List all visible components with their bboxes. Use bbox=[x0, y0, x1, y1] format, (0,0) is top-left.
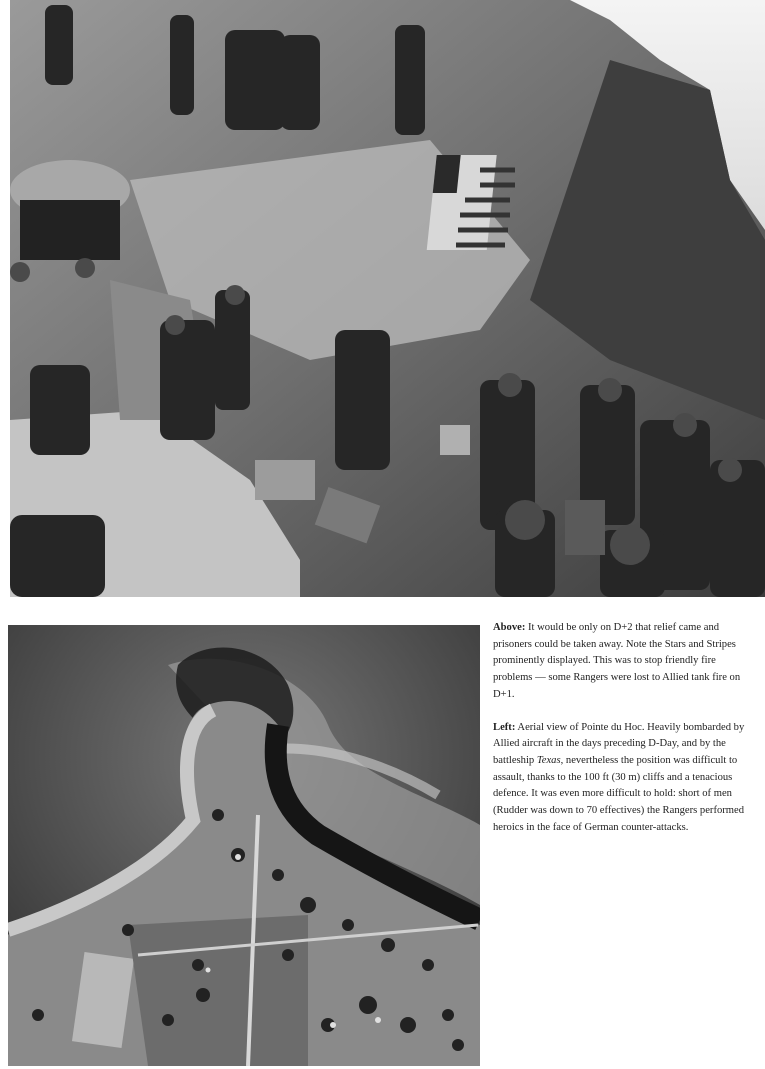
caption-left-ship-name: Texas bbox=[536, 754, 561, 766]
caption-above bbox=[493, 620, 755, 704]
photo-aerial-pointe-du-hoc bbox=[8, 625, 480, 1066]
caption-left-text-before: Aerial view of Pointe du Hoc. Heavily bombarded by Allied aircraft in the days preceding D-Day, and by the battleship bbox=[493, 721, 745, 766]
photo-rangers-with-flag bbox=[10, 0, 765, 597]
caption-left-lead: Left: bbox=[493, 721, 516, 733]
caption-above-text: It would be only on D+2 that relief came and prisoners could be taken away. Note the Stars and Stripes prominently displayed. This was to stop friendly fire problems — some Rangers were lost to Allied tank fire on D+1. bbox=[493, 622, 741, 700]
caption-above-lead: Above: bbox=[493, 622, 526, 633]
caption-left-text-after: , nevertheless the position was difficult to assault, thanks to the 100 ft (30 m) cliffs and a tenacious defence. It was even more difficult to hold: short of men (Rudder was down to 70 effectives) the Rangers performed heroics in the face of German counter-attacks. bbox=[493, 754, 745, 833]
caption-column bbox=[493, 620, 755, 852]
caption-left bbox=[493, 720, 755, 837]
